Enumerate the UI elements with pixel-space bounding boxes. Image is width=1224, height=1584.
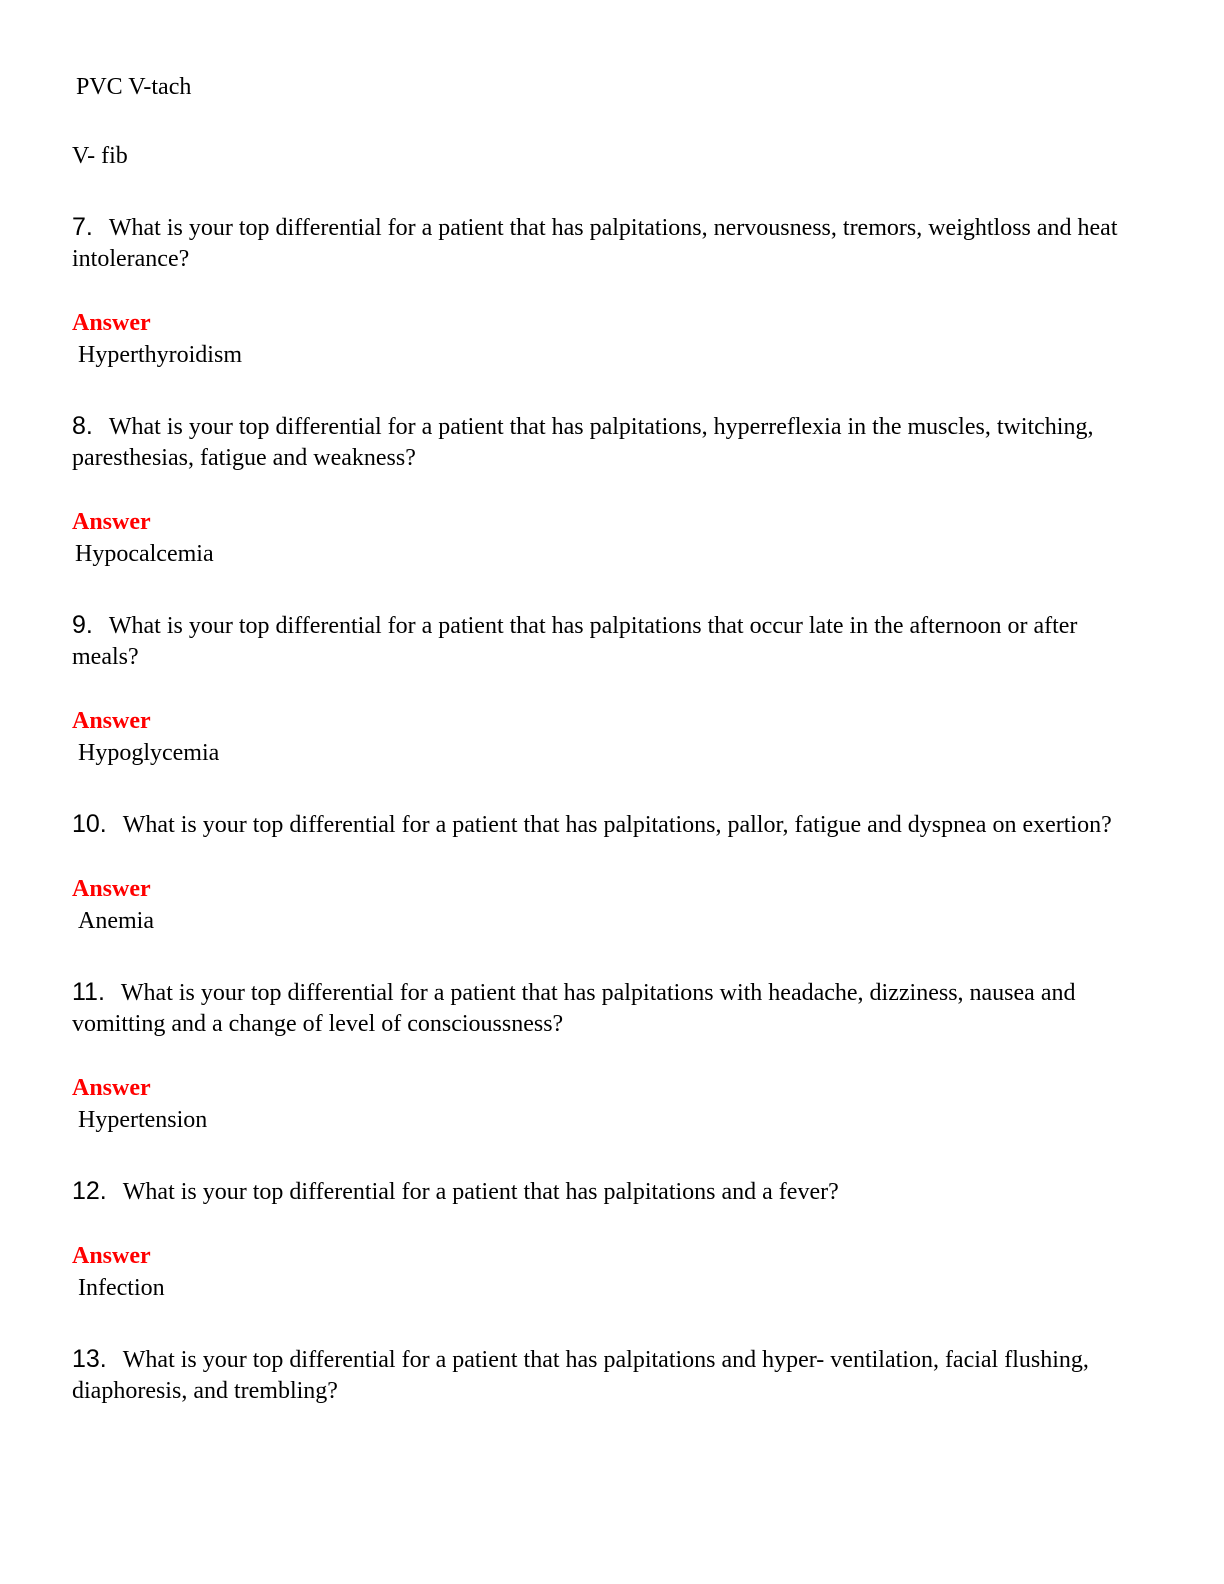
answer-label: Answer [72, 509, 151, 535]
answer-value: Hypocalcemia [75, 541, 214, 567]
qa-item-11 [72, 977, 1144, 1136]
question-number: 11. [72, 978, 105, 1006]
answer-label: Answer [72, 310, 151, 336]
question-number: 12. [72, 1177, 107, 1205]
question-text: What is your top differential for a patient that has palpitations that occur late in the afternoon or after meals? [72, 613, 1078, 670]
answer-value: Hyperthyroidism [78, 342, 242, 368]
question-11 [72, 977, 1144, 1040]
answer-label: Answer [72, 708, 151, 734]
answer-value: Infection [78, 1275, 165, 1301]
question-text: What is your top differential for a patient that has palpitations, hyperreflexia in the muscles, twitching, paresthesias, fatigue and weakness? [72, 414, 1094, 471]
question-number: 13. [72, 1345, 107, 1373]
qa-item-13 [72, 1344, 1144, 1407]
question-number: 7. [72, 213, 93, 241]
qa-item-8 [72, 411, 1144, 570]
answer-label: Answer [72, 1075, 151, 1101]
question-number: 8. [72, 412, 93, 440]
question-number: 10. [72, 810, 107, 838]
qa-item-12 [72, 1176, 1144, 1304]
question-text: What is your top differential for a patient that has palpitations and hyper- ventilation, facial flushing, diaphoresis, and trembling? [72, 1347, 1089, 1404]
question-7 [72, 212, 1144, 275]
qa-item-9 [72, 610, 1144, 769]
qa-item-10 [72, 809, 1144, 937]
question-9 [72, 610, 1144, 673]
answer-value: Anemia [78, 908, 154, 934]
answer-value: Hypoglycemia [78, 740, 220, 766]
answer-label: Answer [72, 1243, 151, 1269]
question-13 [72, 1344, 1144, 1407]
answer-value: Hypertension [78, 1107, 208, 1133]
question-text: What is your top differential for a patient that has palpitations, nervousness, tremors, weightloss and heat intolerance? [72, 215, 1118, 272]
question-12 [72, 1176, 1144, 1208]
qa-item-7 [72, 212, 1144, 371]
question-8 [72, 411, 1144, 474]
question-text: What is your top differential for a patient that has palpitations with headache, dizziness, nausea and vomitting and a change of level of conscioussness? [72, 980, 1076, 1037]
question-10 [72, 809, 1144, 841]
intro-line-vfib: V- fib [72, 143, 128, 169]
question-text: What is your top differential for a patient that has palpitations and a fever? [122, 1179, 839, 1205]
intro-line-pvc-vtach: PVC V-tach [76, 74, 192, 100]
question-text: What is your top differential for a patient that has palpitations, pallor, fatigue and dyspnea on exertion? [122, 812, 1112, 838]
answer-label: Answer [72, 876, 151, 902]
question-number: 9. [72, 611, 93, 639]
